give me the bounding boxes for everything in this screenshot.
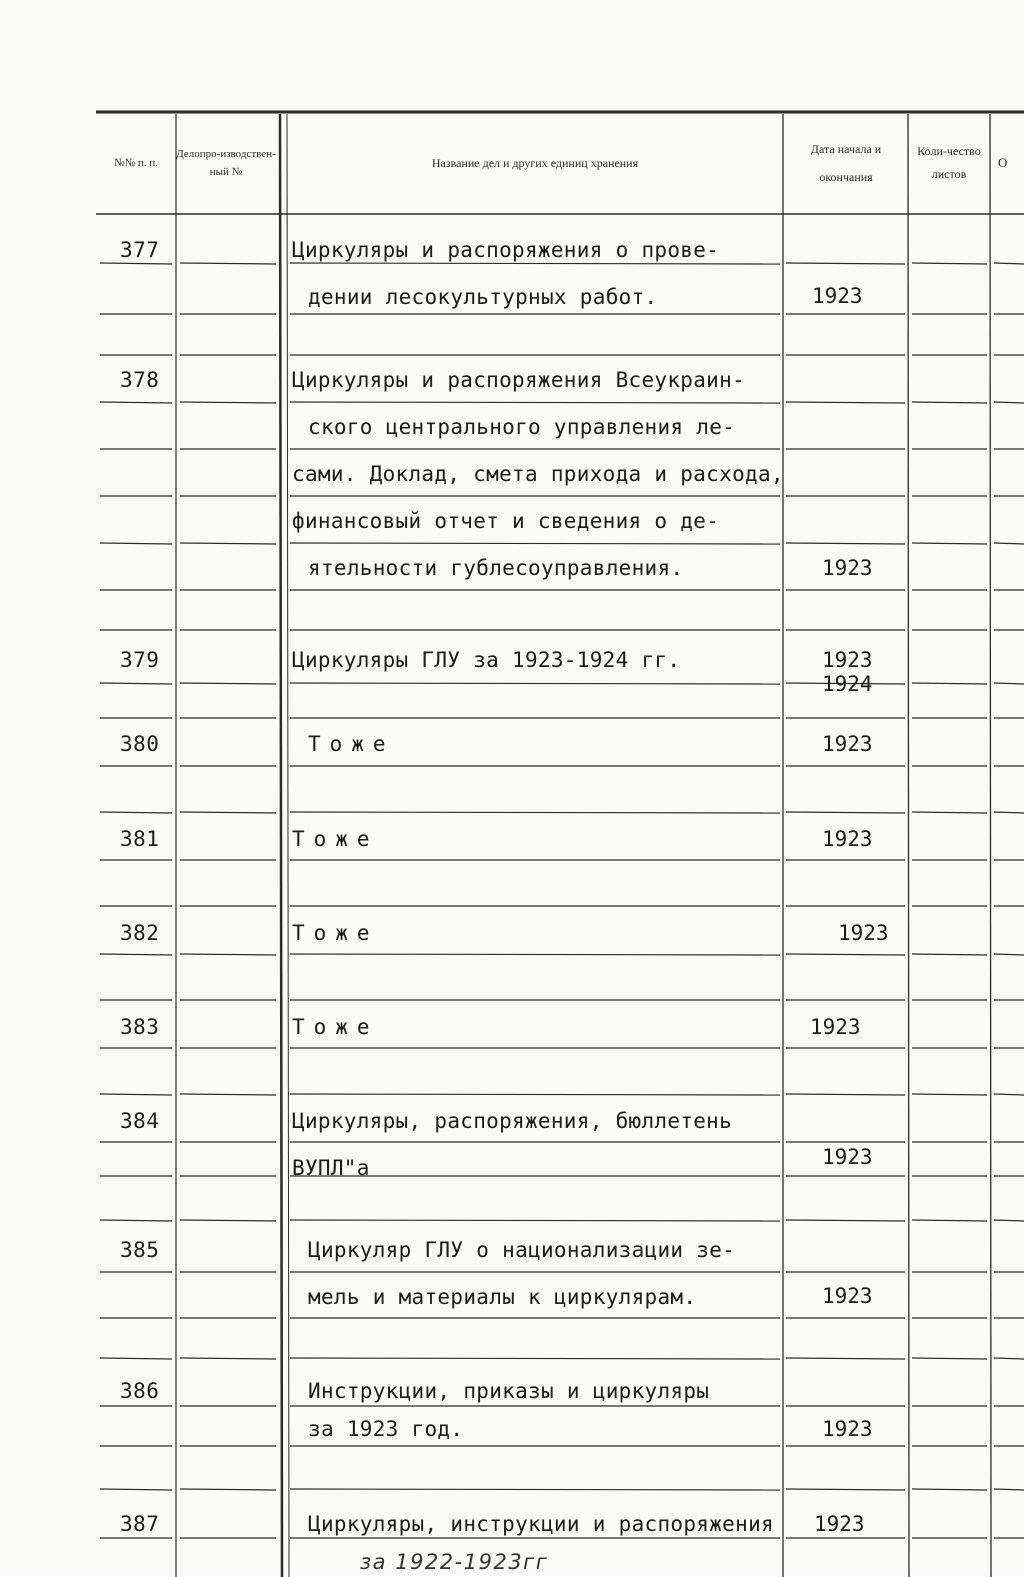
- header-extra-col: О: [998, 155, 1008, 170]
- row-rule: [180, 263, 276, 264]
- record-date: 1923: [822, 1417, 873, 1441]
- row-rule: [912, 1094, 987, 1095]
- row-rule: [290, 1489, 780, 1490]
- row-rule: [100, 812, 172, 813]
- record-number: 384: [120, 1109, 160, 1133]
- record-number: 378: [120, 368, 160, 392]
- row-rule: [994, 1358, 1024, 1359]
- record-title-line: Циркуляры и распоряжения Всеукраин-: [292, 368, 746, 392]
- record-title-line: ВУПЛ"а: [292, 1156, 370, 1180]
- row-rule: [912, 402, 987, 403]
- row-rule: [100, 543, 172, 544]
- record-date: 1923: [822, 732, 873, 756]
- record-title-line: Циркуляры, инструкции и распоряжения: [308, 1512, 774, 1536]
- row-rule: [180, 1220, 276, 1221]
- record-title-line: Циркуляры, распоряжения, бюллетень: [292, 1109, 733, 1133]
- row-rule: [786, 543, 905, 544]
- record-date: 1923: [814, 1512, 865, 1536]
- row-rule: [100, 1094, 172, 1095]
- row-rule: [290, 1358, 780, 1359]
- row-rule: [100, 402, 172, 403]
- record-number: 386: [120, 1379, 160, 1403]
- record-number: 377: [120, 238, 160, 262]
- record-title-line: Тоже: [292, 921, 379, 945]
- record-number: 383: [120, 1015, 160, 1039]
- row-rule: [100, 1358, 172, 1359]
- record-title-line: Циркуляры ГЛУ за 1923-1924 гг.: [292, 648, 681, 672]
- row-rule: [180, 1094, 276, 1095]
- row-rule: [912, 954, 987, 955]
- row-rule: [786, 1220, 905, 1221]
- row-rule: [100, 1489, 172, 1490]
- row-rule: [786, 1094, 905, 1095]
- record-date: 1923: [822, 827, 873, 851]
- row-rule: [912, 812, 987, 813]
- row-rule: [180, 812, 276, 813]
- handwritten-note: за 1922-1923гг: [360, 1550, 549, 1574]
- row-rule: [180, 543, 276, 544]
- row-rule: [786, 812, 905, 813]
- row-rule: [100, 1220, 172, 1221]
- record-title-line: Тоже: [292, 827, 379, 851]
- header-date-col: Дата начала и окончания: [810, 142, 882, 184]
- record-date: 1923: [810, 1015, 861, 1039]
- record-title-line: Тоже: [308, 732, 395, 756]
- record-title-line: за 1923 год.: [308, 1417, 464, 1441]
- record-number: 385: [120, 1238, 160, 1262]
- record-title-line: Тоже: [292, 1015, 379, 1039]
- row-rule: [994, 543, 1024, 544]
- record-date: 1923: [822, 1284, 873, 1308]
- row-rule: [290, 812, 780, 813]
- row-rule: [994, 402, 1024, 403]
- record-title-line: сами. Доклад, смета прихода и расхода,: [292, 462, 784, 486]
- header-office-number-col: Делопро-изводствен-ный №: [176, 148, 276, 178]
- record-date: 1923: [812, 284, 863, 308]
- record-date: 1923: [822, 1145, 873, 1169]
- row-rule: [912, 1489, 987, 1490]
- row-rule: [290, 1094, 780, 1095]
- row-rule: [786, 402, 905, 403]
- record-number: 387: [120, 1512, 160, 1536]
- row-rule: [100, 263, 172, 264]
- row-rule: [180, 402, 276, 403]
- row-rule: [290, 1220, 780, 1221]
- record-title-line: Инструкции, приказы и циркуляры: [308, 1379, 710, 1403]
- row-rule: [786, 263, 905, 264]
- record-date: 1923: [822, 648, 873, 672]
- row-rule: [180, 683, 276, 684]
- row-rule: [912, 1358, 987, 1359]
- record-number: 380: [120, 732, 160, 756]
- row-rule: [912, 683, 987, 684]
- row-rule: [290, 263, 780, 264]
- row-rule: [290, 954, 780, 955]
- record-title-line: дении лесокультурных работ.: [308, 285, 658, 309]
- row-rule: [994, 954, 1024, 955]
- record-number: 381: [120, 827, 160, 851]
- row-rule: [180, 1489, 276, 1490]
- row-rule: [994, 812, 1024, 813]
- record-date-end: 1924: [822, 672, 873, 696]
- row-rule: [290, 543, 780, 544]
- row-rule: [994, 1220, 1024, 1221]
- record-title-line: финансовый отчет и сведения о де-: [292, 509, 720, 533]
- row-rule: [994, 683, 1024, 684]
- record-date: 1923: [822, 556, 873, 580]
- row-rule: [912, 543, 987, 544]
- row-rule: [994, 263, 1024, 264]
- row-rule: [912, 1220, 987, 1221]
- row-rule: [290, 683, 780, 684]
- row-rule: [786, 954, 905, 955]
- record-number: 382: [120, 921, 160, 945]
- record-title-line: ятельности гублесоуправления.: [308, 556, 684, 580]
- record-date: 1923: [838, 921, 889, 945]
- record-title-line: Циркуляры и распоряжения о прове-: [292, 238, 720, 262]
- row-rule: [100, 954, 172, 955]
- header-title-col: Название дел и других единиц хранения: [431, 156, 639, 170]
- record-title-line: ского центрального управления ле-: [308, 415, 736, 439]
- record-title-line: мель и материалы к циркулярам.: [308, 1285, 697, 1309]
- row-rule: [912, 263, 987, 264]
- row-rule: [994, 1489, 1024, 1490]
- row-rule: [786, 1358, 905, 1359]
- row-rule: [994, 1094, 1024, 1095]
- row-rule: [180, 954, 276, 955]
- row-rule: [100, 683, 172, 684]
- header-sheet-count-col: Коли-чество листов: [917, 144, 981, 181]
- row-rule: [786, 1489, 905, 1490]
- header-number-col: №№ п. п.: [114, 157, 158, 169]
- record-number: 379: [120, 648, 160, 672]
- row-rule: [290, 402, 780, 403]
- record-title-line: Циркуляр ГЛУ о национализации зе-: [308, 1238, 736, 1262]
- row-rule: [180, 1358, 276, 1359]
